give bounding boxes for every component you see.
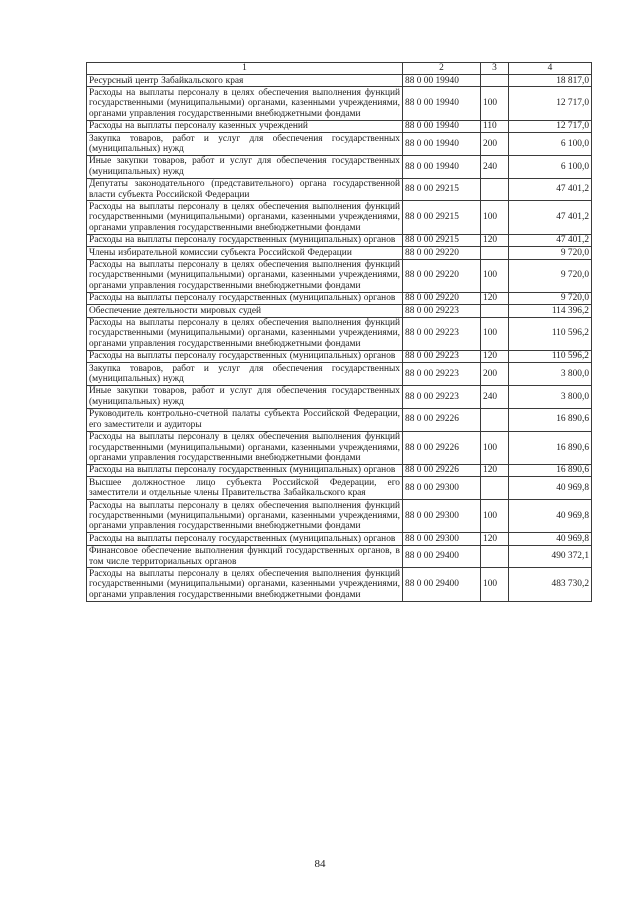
column-header: 2 <box>403 63 481 75</box>
table-row <box>87 363 592 386</box>
row-name-cell: Финансовое обеспечение выполнения функций государственных органов, в том числе территориальных органов <box>87 545 403 568</box>
row-name-cell: Расходы на выплаты персоналу государственных (муниципальных) органов <box>87 533 403 545</box>
column-header: 1 <box>87 63 403 75</box>
row-type-cell: 120 <box>481 292 509 304</box>
row-code-cell: 88 0 00 19940 <box>403 87 481 120</box>
row-sum-cell: 110 596,2 <box>509 350 592 362</box>
row-name-cell: Расходы на выплаты персоналу в целях обеспечения выполнения функций государственными (муниципальными) органами, казенными учреждениями, органами управления государственными внебюджетными фондами <box>87 201 403 234</box>
row-code-cell: 88 0 00 29220 <box>403 292 481 304</box>
row-name-cell: Расходы на выплаты персоналу в целях обеспечения выполнения функций государственными (муниципальными) органами, казенными учреждениями, органами управления государственными внебюджетными фондами <box>87 500 403 533</box>
row-sum-cell: 6 100,0 <box>509 155 592 178</box>
budget-table-body <box>87 63 592 602</box>
row-type-cell: 120 <box>481 464 509 476</box>
table-row <box>87 568 592 601</box>
row-code-cell: 88 0 00 19940 <box>403 133 481 156</box>
row-name-cell: Депутаты законодательного (представительного) органа государственной власти субъекта Российской Федерации <box>87 178 403 201</box>
row-type-cell <box>481 247 509 259</box>
row-sum-cell: 12 717,0 <box>509 87 592 120</box>
row-type-cell: 100 <box>481 500 509 533</box>
row-code-cell: 88 0 00 29400 <box>403 568 481 601</box>
row-type-cell: 240 <box>481 155 509 178</box>
row-type-cell: 120 <box>481 350 509 362</box>
row-name-cell: Иные закупки товаров, работ и услуг для обеспечения государственных (муниципальных) нужд <box>87 155 403 178</box>
row-sum-cell: 47 401,2 <box>509 178 592 201</box>
row-code-cell: 88 0 00 29223 <box>403 305 481 317</box>
row-type-cell: 200 <box>481 363 509 386</box>
table-row <box>87 317 592 350</box>
row-code-cell: 88 0 00 29223 <box>403 385 481 408</box>
row-code-cell: 88 0 00 29226 <box>403 431 481 464</box>
row-name-cell: Расходы на выплаты персоналу государственных (муниципальных) органов <box>87 234 403 246</box>
table-row <box>87 385 592 408</box>
row-code-cell: 88 0 00 19940 <box>403 120 481 132</box>
row-name-cell: Расходы на выплаты персоналу казенных учреждений <box>87 120 403 132</box>
row-sum-cell: 3 800,0 <box>509 363 592 386</box>
row-type-cell: 100 <box>481 201 509 234</box>
table-row <box>87 477 592 500</box>
table-row <box>87 155 592 178</box>
row-sum-cell: 114 396,2 <box>509 305 592 317</box>
row-name-cell: Высшее должностное лицо субъекта Российской Федерации, его заместители и отдельные члены Правительства Забайкальского края <box>87 477 403 500</box>
row-sum-cell: 12 717,0 <box>509 120 592 132</box>
row-name-cell: Расходы на выплаты персоналу в целях обеспечения выполнения функций государственными (муниципальными) органами, казенными учреждениями, органами управления государственными внебюджетными фондами <box>87 431 403 464</box>
table-row <box>87 234 592 246</box>
row-sum-cell: 16 890,6 <box>509 431 592 464</box>
row-sum-cell: 40 969,8 <box>509 533 592 545</box>
row-name-cell: Расходы на выплаты персоналу государственных (муниципальных) органов <box>87 350 403 362</box>
row-type-cell: 100 <box>481 568 509 601</box>
row-type-cell <box>481 75 509 87</box>
table-row <box>87 120 592 132</box>
table-row <box>87 500 592 533</box>
row-sum-cell: 47 401,2 <box>509 234 592 246</box>
row-code-cell: 88 0 00 29226 <box>403 408 481 431</box>
row-name-cell: Члены избирательной комиссии субъекта Российской Федерации <box>87 247 403 259</box>
row-code-cell: 88 0 00 29223 <box>403 363 481 386</box>
row-type-cell: 120 <box>481 234 509 246</box>
row-type-cell: 100 <box>481 431 509 464</box>
row-code-cell: 88 0 00 29300 <box>403 477 481 500</box>
row-type-cell: 240 <box>481 385 509 408</box>
row-code-cell: 88 0 00 29215 <box>403 201 481 234</box>
table-row <box>87 350 592 362</box>
row-sum-cell: 110 596,2 <box>509 317 592 350</box>
row-type-cell: 200 <box>481 133 509 156</box>
row-code-cell: 88 0 00 29215 <box>403 178 481 201</box>
row-type-cell <box>481 477 509 500</box>
row-code-cell: 88 0 00 29215 <box>403 234 481 246</box>
row-sum-cell: 3 800,0 <box>509 385 592 408</box>
row-type-cell: 120 <box>481 533 509 545</box>
row-sum-cell: 6 100,0 <box>509 133 592 156</box>
column-header: 4 <box>509 63 592 75</box>
row-code-cell: 88 0 00 29223 <box>403 350 481 362</box>
row-code-cell: 88 0 00 29400 <box>403 545 481 568</box>
row-name-cell: Закупка товаров, работ и услуг для обеспечения государственных (муниципальных) нужд <box>87 133 403 156</box>
row-sum-cell: 18 817,0 <box>509 75 592 87</box>
row-type-cell <box>481 408 509 431</box>
row-sum-cell: 9 720,0 <box>509 247 592 259</box>
column-header: 3 <box>481 63 509 75</box>
row-sum-cell: 40 969,8 <box>509 477 592 500</box>
row-type-cell <box>481 305 509 317</box>
row-name-cell: Руководитель контрольно-счетной палаты субъекта Российской Федерации, его заместители и аудиторы <box>87 408 403 431</box>
table-row <box>87 133 592 156</box>
row-type-cell: 100 <box>481 259 509 292</box>
row-code-cell: 88 0 00 29300 <box>403 533 481 545</box>
row-name-cell: Расходы на выплаты персоналу государственных (муниципальных) органов <box>87 292 403 304</box>
table-row <box>87 545 592 568</box>
row-sum-cell: 490 372,1 <box>509 545 592 568</box>
table-row <box>87 533 592 545</box>
table-row <box>87 259 592 292</box>
row-name-cell: Иные закупки товаров, работ и услуг для обеспечения государственных (муниципальных) нужд <box>87 385 403 408</box>
row-name-cell: Расходы на выплаты персоналу государственных (муниципальных) органов <box>87 464 403 476</box>
row-type-cell <box>481 178 509 201</box>
row-type-cell <box>481 545 509 568</box>
row-code-cell: 88 0 00 29220 <box>403 247 481 259</box>
row-sum-cell: 47 401,2 <box>509 201 592 234</box>
row-name-cell: Расходы на выплаты персоналу в целях обеспечения выполнения функций государственными (муниципальными) органами, казенными учреждениями, органами управления государственными внебюджетными фондами <box>87 259 403 292</box>
row-sum-cell: 9 720,0 <box>509 292 592 304</box>
row-type-cell: 100 <box>481 317 509 350</box>
row-name-cell: Закупка товаров, работ и услуг для обеспечения государственных (муниципальных) нужд <box>87 363 403 386</box>
row-code-cell: 88 0 00 29226 <box>403 464 481 476</box>
row-name-cell: Расходы на выплаты персоналу в целях обеспечения выполнения функций государственными (муниципальными) органами, казенными учреждениями, органами управления государственными внебюджетными фондами <box>87 568 403 601</box>
table-row <box>87 87 592 120</box>
budget-table <box>86 62 592 602</box>
row-sum-cell: 9 720,0 <box>509 259 592 292</box>
row-sum-cell: 16 890,6 <box>509 408 592 431</box>
table-row <box>87 75 592 87</box>
table-row <box>87 201 592 234</box>
row-code-cell: 88 0 00 19940 <box>403 75 481 87</box>
table-row <box>87 292 592 304</box>
table-row <box>87 305 592 317</box>
row-code-cell: 88 0 00 29220 <box>403 259 481 292</box>
table-row <box>87 464 592 476</box>
row-sum-cell: 483 730,2 <box>509 568 592 601</box>
table-header-row <box>87 63 592 75</box>
row-type-cell: 100 <box>481 87 509 120</box>
row-code-cell: 88 0 00 29300 <box>403 500 481 533</box>
table-row <box>87 178 592 201</box>
table-row <box>87 247 592 259</box>
page-number: 84 <box>314 858 326 870</box>
table-row <box>87 431 592 464</box>
row-sum-cell: 16 890,6 <box>509 464 592 476</box>
row-code-cell: 88 0 00 29223 <box>403 317 481 350</box>
row-name-cell: Расходы на выплаты персоналу в целях обеспечения выполнения функций государственными (муниципальными) органами, казенными учреждениями, органами управления государственными внебюджетными фондами <box>87 317 403 350</box>
row-name-cell: Расходы на выплаты персоналу в целях обеспечения выполнения функций государственными (муниципальными) органами, казенными учреждениями, органами управления государственными внебюджетными фондами <box>87 87 403 120</box>
row-type-cell: 110 <box>481 120 509 132</box>
row-name-cell: Ресурсный центр Забайкальского края <box>87 75 403 87</box>
row-name-cell: Обеспечение деятельности мировых судей <box>87 305 403 317</box>
table-row <box>87 408 592 431</box>
row-code-cell: 88 0 00 19940 <box>403 155 481 178</box>
row-sum-cell: 40 969,8 <box>509 500 592 533</box>
